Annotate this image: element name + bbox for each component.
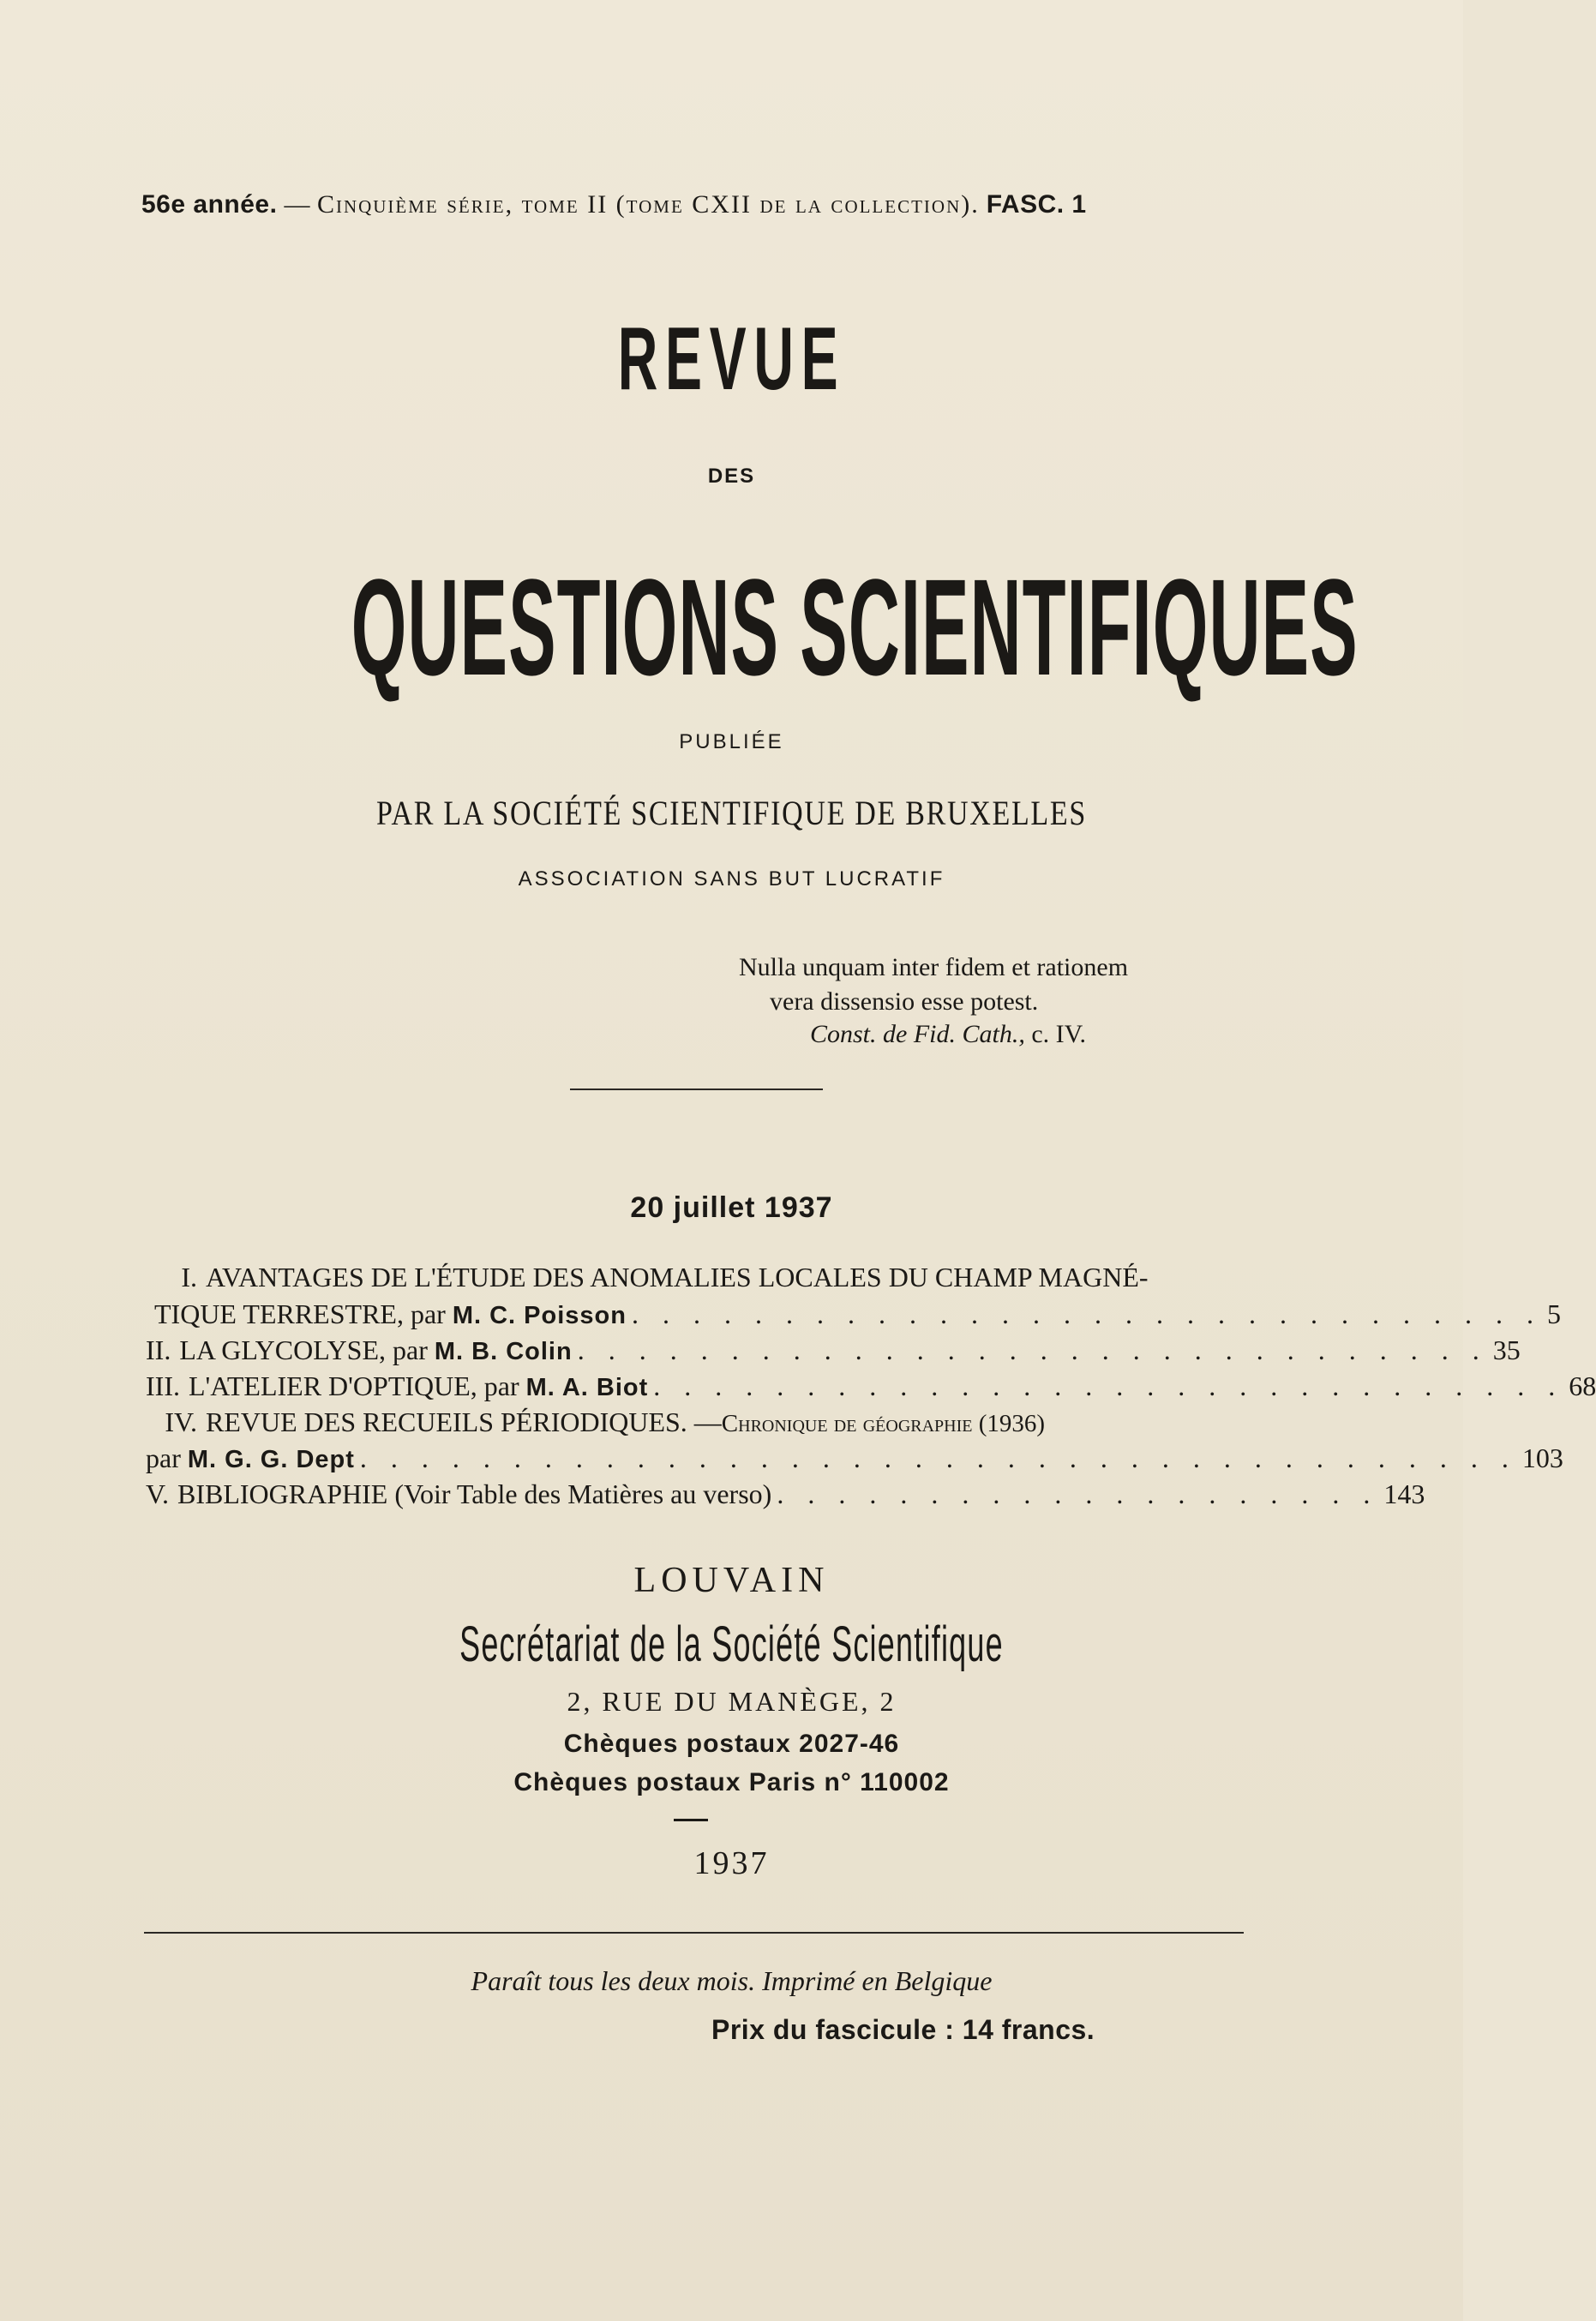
toc-number: IV. bbox=[165, 1406, 197, 1437]
postal-cheque-paris: Chèques postaux Paris n° 110002 bbox=[513, 1768, 950, 1796]
toc-author: M. C. Poisson bbox=[452, 1302, 627, 1329]
toc-number: V. bbox=[146, 1478, 169, 1509]
toc-title: TIQUE TERRESTRE, par bbox=[154, 1298, 446, 1329]
association-label: ASSOCIATION SANS BUT LUCRATIF bbox=[518, 867, 945, 891]
toc-leader: . . . . . . . . . . . . . . . . . . . . . . . . . . . . . . bbox=[577, 1334, 1488, 1365]
journal-title-main: QUESTIONS SCIENTIFIQUES bbox=[351, 550, 1359, 704]
toc-item bbox=[146, 1478, 1425, 1513]
toc-subtitle: Chronique de géographie (1936) bbox=[721, 1410, 1046, 1437]
toc-title: LA GLYCOLYSE, par bbox=[179, 1334, 428, 1365]
frequency-note: Paraît tous les deux mois. Imprimé en Belgique bbox=[471, 1965, 993, 1996]
motto-line-1: Nulla unquam inter fidem et rationem bbox=[739, 953, 1129, 981]
toc-item bbox=[146, 1334, 1521, 1369]
toc-item bbox=[146, 1262, 1260, 1296]
toc-page: 35 bbox=[1492, 1334, 1521, 1365]
toc-page: 5 bbox=[1546, 1298, 1561, 1329]
toc-number: III. bbox=[146, 1370, 180, 1401]
divider-short bbox=[570, 1089, 823, 1090]
toc-author: M. B. Colin bbox=[434, 1338, 573, 1365]
toc-number: I. bbox=[181, 1262, 197, 1292]
toc-leader: . . . . . . . . . . . . . . . . . . . . . . . . . . . . . . . . . . . . . . bbox=[359, 1442, 1517, 1473]
toc-leader: . . . . . . . . . . . . . . . . . . . . bbox=[777, 1478, 1379, 1509]
journal-title-des: DES bbox=[707, 465, 756, 488]
header-separator: — bbox=[277, 190, 317, 219]
divider-long bbox=[144, 1932, 1244, 1934]
motto-source-title: Const. de Fid. Cath., bbox=[810, 1020, 1025, 1048]
publisher-society: PAR LA SOCIÉTÉ SCIENTIFIQUE DE BRUXELLES bbox=[376, 794, 1087, 832]
toc-item bbox=[146, 1370, 1596, 1405]
toc-author: M. G. G. Dept bbox=[187, 1446, 355, 1473]
toc-number: II. bbox=[146, 1334, 171, 1365]
toc-item bbox=[146, 1406, 1260, 1441]
dash-divider bbox=[674, 1819, 708, 1821]
toc-title: L'ATELIER D'OPTIQUE, par bbox=[188, 1370, 519, 1401]
publisher-secretariat: Secrétariat de la Société Scientifique bbox=[459, 1616, 1004, 1672]
issue-series: Cinquième série, tome II (tome CXII de la collection). bbox=[316, 190, 980, 219]
toc-title: AVANTAGES DE L'ÉTUDE DES ANOMALIES LOCALES DU CHAMP MAGNÉ- bbox=[206, 1262, 1149, 1292]
issue-header bbox=[141, 190, 1256, 219]
publication-year: 1937 bbox=[693, 1845, 770, 1881]
motto-source-ref: c. IV. bbox=[1024, 1020, 1086, 1048]
issue-date: 20 juillet 1937 bbox=[630, 1191, 833, 1224]
toc-title: REVUE DES RECUEILS PÉRIODIQUES. — bbox=[206, 1406, 722, 1437]
toc-leader: . . . . . . . . . . . . . . . . . . . . . . . . . . . . . . bbox=[653, 1370, 1564, 1401]
toc-item bbox=[146, 1298, 1561, 1333]
price-note: Prix du fascicule : 14 francs. bbox=[711, 2014, 1095, 2045]
toc-page: 143 bbox=[1383, 1478, 1425, 1509]
toc-author: M. A. Biot bbox=[525, 1374, 649, 1401]
publisher-address: 2, RUE DU MANÈGE, 2 bbox=[567, 1686, 897, 1717]
toc-item bbox=[146, 1442, 1563, 1477]
toc-title: par bbox=[146, 1442, 181, 1473]
journal-title-revue: REVUE bbox=[617, 309, 846, 409]
toc-leader: . . . . . . . . . . . . . . . . . . . . . . . . . . . . . . bbox=[631, 1298, 1542, 1329]
issue-fascicle: FASC. 1 bbox=[986, 190, 1087, 219]
motto-line-2: vera dissensio esse potest. bbox=[770, 987, 1039, 1016]
published-label: PUBLIÉE bbox=[679, 730, 784, 753]
toc-title: BIBLIOGRAPHIE (Voir Table des Matières au verso) bbox=[177, 1478, 772, 1509]
publisher-city: LOUVAIN bbox=[633, 1561, 830, 1600]
postal-cheque-belgium: Chèques postaux 2027-46 bbox=[563, 1730, 900, 1758]
toc-page: 68 bbox=[1569, 1370, 1596, 1401]
toc-page: 103 bbox=[1521, 1442, 1563, 1473]
issue-year: 56e année. bbox=[141, 190, 278, 219]
motto-source bbox=[810, 1020, 1341, 1049]
